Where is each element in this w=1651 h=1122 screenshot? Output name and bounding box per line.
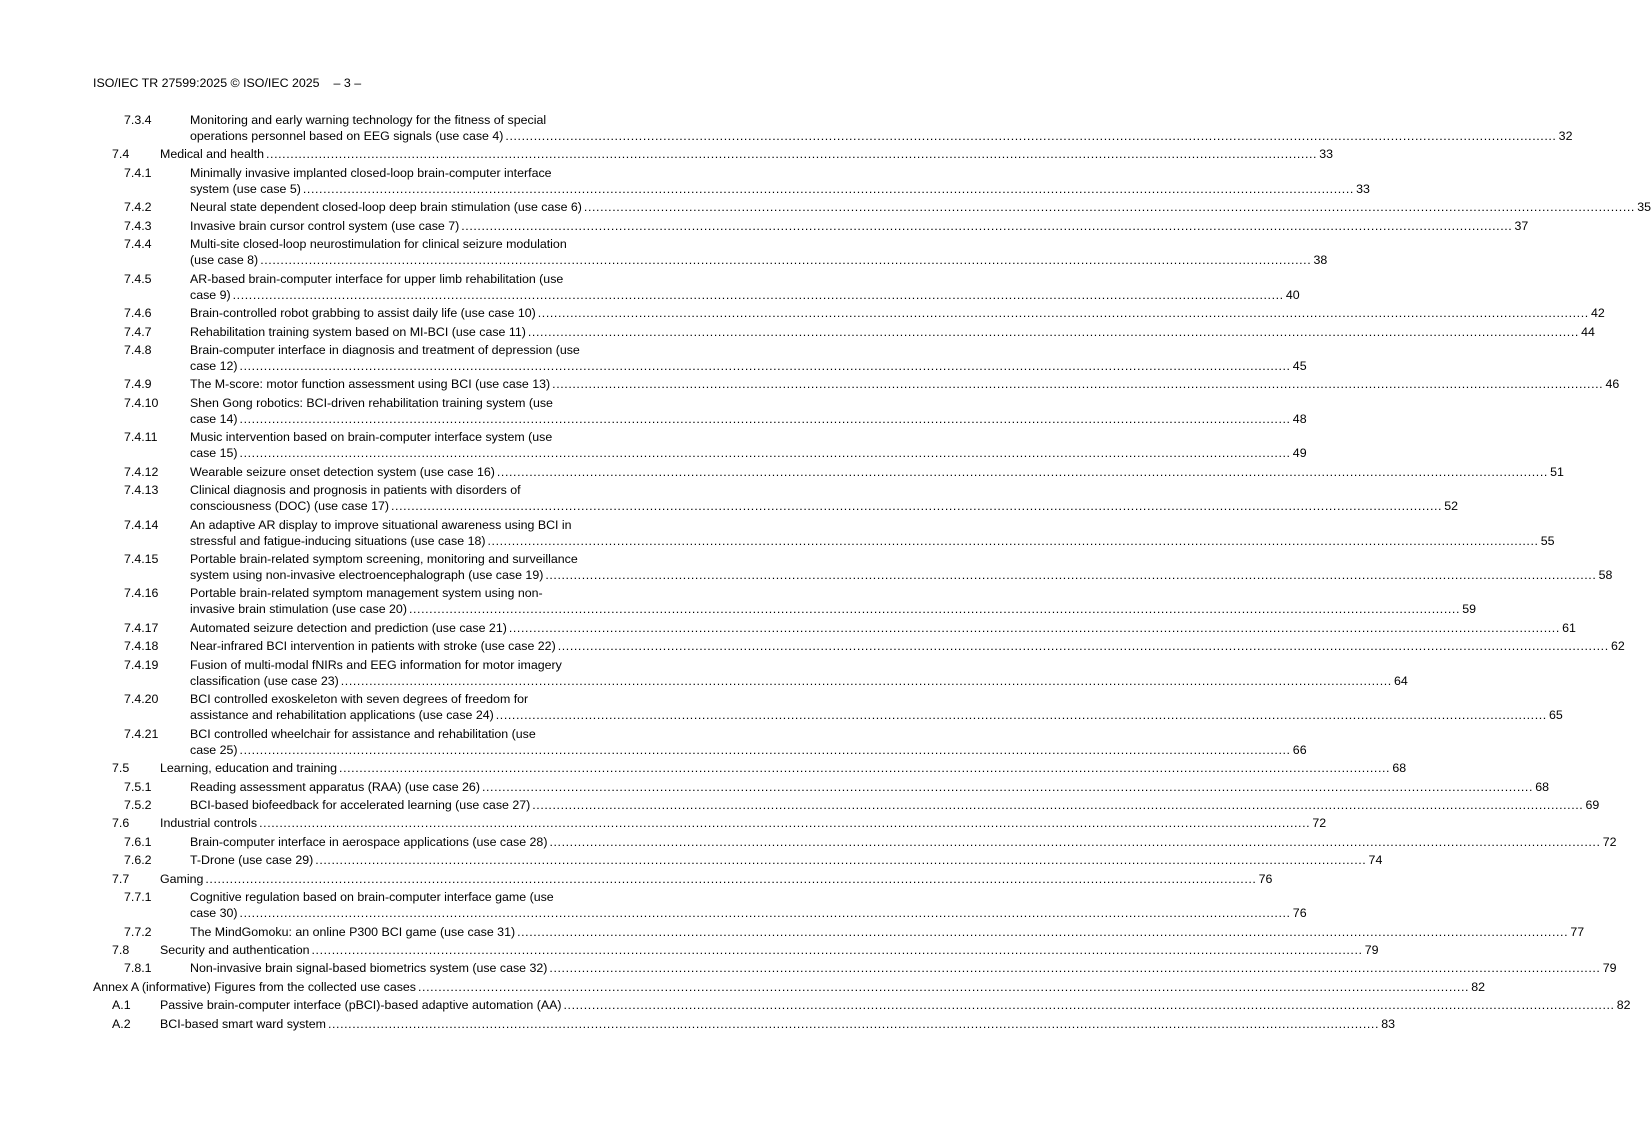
toc-entry[interactable] <box>0 960 1617 976</box>
toc-entry-body <box>190 889 1307 921</box>
toc-entry-title-line: Security and authentication <box>160 943 310 957</box>
toc-entry-title-line: Brain-computer interface in aerospace applications (use case 28) <box>190 834 548 849</box>
toc-entry[interactable] <box>0 236 1328 268</box>
toc-entry-page: 33 <box>1356 181 1370 196</box>
toc-entry-number: 7.4.2 <box>124 200 152 215</box>
toc-entry-body <box>190 960 1617 976</box>
dot-leader: .................................................................................................................................................................................................................................................................... <box>205 871 1257 886</box>
toc-entry[interactable] <box>0 997 1631 1013</box>
toc-entry-page: 74 <box>1368 853 1383 868</box>
dot-leader: .................................................................................................................................................................................................................................................................... <box>311 943 1363 957</box>
toc-entry-title-line: assistance and rehabilitation applications (use case 24) <box>190 708 494 723</box>
toc-entry-page: 32 <box>1558 129 1573 143</box>
toc-entry-number: 7.6.2 <box>124 853 152 868</box>
toc-entry[interactable] <box>0 779 1550 795</box>
toc-entry[interactable] <box>0 1016 1396 1032</box>
toc-entry-body <box>190 657 1408 689</box>
toc-entry-number: 7.4.8 <box>124 342 152 357</box>
dot-leader: .................................................................................................................................................................................................................................................................... <box>517 924 1569 939</box>
toc-entry-number: 7.4.13 <box>124 483 159 498</box>
toc-entry-page: 69 <box>1585 797 1600 812</box>
dot-leader: .................................................................................................................................................................................................................................................................... <box>583 200 1635 215</box>
dot-leader: .................................................................................................................................................................................................................................................................... <box>508 620 1560 635</box>
toc-entry-number: 7.4.19 <box>124 657 159 672</box>
toc-entry[interactable] <box>0 305 1605 321</box>
dot-leader: .................................................................................................................................................................................................................................................................... <box>549 961 1601 976</box>
toc-entry-title-line: Annex A (informative) Figures from the collected use cases <box>93 979 416 994</box>
toc-entry-body <box>190 551 1613 583</box>
dot-leader: .................................................................................................................................................................................................................................................................... <box>239 411 1291 426</box>
toc-entry-page: 68 <box>1535 779 1550 794</box>
dot-leader: .................................................................................................................................................................................................................................................................... <box>495 708 1547 723</box>
toc-entry-number: A.1 <box>112 998 131 1013</box>
toc-entry-number: 7.7.2 <box>124 924 152 939</box>
toc-entry-body <box>190 271 1300 303</box>
toc-entry-title-line: case 25) <box>190 742 238 757</box>
dot-leader: .................................................................................................................................................................................................................................................................... <box>260 253 1312 268</box>
toc-entry-title-line: BCI controlled wheelchair for assistance and rehabilitation (use <box>190 726 536 741</box>
dot-leader: .................................................................................................................................................................................................................................................................... <box>532 797 1584 812</box>
toc-entry[interactable] <box>0 924 1585 940</box>
toc-entry-title-line: Medical and health <box>160 147 265 162</box>
toc-entry-body <box>190 236 1328 268</box>
toc-entry[interactable] <box>0 395 1307 427</box>
toc-entry-title-line: Music intervention based on brain-computer interface system (use <box>190 430 553 445</box>
toc-entry-body <box>160 1016 1396 1032</box>
toc-entry-number: 7.4.15 <box>124 552 159 566</box>
toc-entry-page: 35 <box>1637 200 1651 215</box>
toc-entry-page: 76 <box>1258 871 1273 886</box>
toc-entry[interactable] <box>0 834 1617 850</box>
toc-entry-page: 79 <box>1602 961 1617 976</box>
toc-entry-title-line: invasive brain stimulation (use case 20) <box>190 602 407 617</box>
toc-entry-title-line: classification (use case 23) <box>190 673 339 688</box>
dot-leader: .................................................................................................................................................................................................................................................................... <box>391 499 1443 514</box>
toc-entry-page: 83 <box>1381 1016 1396 1031</box>
toc-entry-page: 45 <box>1292 358 1307 373</box>
dot-leader: .................................................................................................................................................................................................................................................................... <box>266 147 1318 162</box>
toc-entry[interactable] <box>0 112 1573 144</box>
toc-entry-page: 59 <box>1462 602 1477 617</box>
toc-entry-body <box>190 199 1651 215</box>
toc-entry-body <box>190 112 1573 144</box>
toc-entry[interactable] <box>0 691 1563 723</box>
toc-entry-page: 37 <box>1514 218 1529 233</box>
toc-entry[interactable] <box>0 726 1307 758</box>
dot-leader: .................................................................................................................................................................................................................................................................... <box>315 853 1367 868</box>
toc-entry-number: 7.6.1 <box>124 834 152 849</box>
toc-entry[interactable] <box>0 146 1334 162</box>
toc-entry-title-line: Passive brain-computer interface (pBCI)-based adaptive automation (AA) <box>160 998 562 1013</box>
toc-entry[interactable] <box>0 585 1477 617</box>
toc-entry-body <box>190 429 1307 461</box>
toc-entry-page: 76 <box>1292 906 1307 921</box>
toc-entry-number: 7.4.18 <box>124 639 159 654</box>
dot-leader: .................................................................................................................................................................................................................................................................... <box>340 673 1392 688</box>
toc-entry-title-line: (use case 8) <box>190 253 259 268</box>
toc-entry-body <box>190 165 1370 197</box>
toc-entry-page: 51 <box>1550 464 1564 479</box>
toc-entry[interactable] <box>0 464 1564 480</box>
toc-entry-title-line: Clinical diagnosis and prognosis in patients with disorders of <box>190 483 521 498</box>
document-title: ISO/IEC TR 27599:2025 © ISO/IEC 2025 <box>93 76 320 90</box>
toc-entry-title-line: case 14) <box>190 411 238 426</box>
toc-entry-body <box>190 517 1555 549</box>
toc-entry[interactable] <box>0 760 1407 776</box>
toc-entry-page: 66 <box>1292 742 1307 757</box>
toc-entry-title-line: Near-infrared BCI intervention in patients with stroke (use case 22) <box>190 639 556 654</box>
toc-entry-number: 7.4.1 <box>124 165 152 180</box>
toc-entry[interactable] <box>0 218 1529 234</box>
dot-leader: .................................................................................................................................................................................................................................................................... <box>232 287 1284 302</box>
toc-entry-body <box>190 691 1563 723</box>
dot-leader: .................................................................................................................................................................................................................................................................... <box>545 568 1597 582</box>
toc-entry-page: 48 <box>1292 411 1307 426</box>
toc-entry-body <box>190 305 1605 321</box>
toc-entry[interactable] <box>0 517 1555 549</box>
toc-entry[interactable] <box>0 871 1273 887</box>
toc-entry[interactable] <box>0 638 1625 654</box>
toc-entry[interactable] <box>0 165 1370 197</box>
dot-leader: .................................................................................................................................................................................................................................................................... <box>549 834 1601 849</box>
dot-leader: .................................................................................................................................................................................................................................................................... <box>239 446 1291 461</box>
toc-entry-title-line: Brain-computer interface in diagnosis and treatment of depression (use <box>190 342 580 357</box>
toc-entry-page: 40 <box>1285 287 1300 302</box>
toc-entry-page: 62 <box>1610 639 1625 654</box>
toc-entry-title-line: Brain-controlled robot grabbing to assist daily life (use case 10) <box>190 306 536 321</box>
dot-leader: .................................................................................................................................................................................................................................................................... <box>496 464 1548 479</box>
dot-leader: .................................................................................................................................................................................................................................................................... <box>339 761 1391 776</box>
toc-entry-body <box>190 924 1585 940</box>
toc-entry-title-line: case 9) <box>190 287 231 302</box>
toc-entry-title-line: Monitoring and early warning technology for the fitness of special <box>190 113 547 127</box>
toc-entry-number: 7.4.5 <box>124 271 152 286</box>
toc-entry-number: 7.4.11 <box>124 430 158 445</box>
toc-entry[interactable] <box>0 797 1600 813</box>
toc-entry-number: 7.7 <box>112 871 130 886</box>
toc-entry-number: 7.4.6 <box>124 306 152 321</box>
toc-entry-body <box>190 342 1307 374</box>
toc-entry-body <box>93 979 1486 995</box>
toc-entry-number: 7.6 <box>112 816 130 831</box>
toc-entry[interactable] <box>0 271 1300 303</box>
toc-entry-body <box>190 585 1477 617</box>
toc-entry-body <box>190 482 1459 514</box>
toc-entry-body <box>160 760 1407 776</box>
dot-leader: .................................................................................................................................................................................................................................................................... <box>327 1016 1380 1031</box>
toc-entry-title-line: The MindGomoku: an online P300 BCI game (use case 31) <box>190 924 516 939</box>
toc-entry-title-line: stressful and fatigue-inducing situations (use case 18) <box>190 533 486 548</box>
toc-entry-body <box>160 997 1631 1013</box>
toc-entry-body <box>190 620 1576 636</box>
toc-entry-title-line: Invasive brain cursor control system (use case 7) <box>190 218 460 233</box>
toc-entry-number: 7.5 <box>112 761 130 776</box>
toc-entry-title-line: case 12) <box>190 358 238 373</box>
toc-entry-title-line: Neural state dependent closed-loop deep brain stimulation (use case 6) <box>190 200 582 215</box>
toc-entry-body <box>190 464 1564 480</box>
table-of-contents <box>0 112 1651 1034</box>
toc-entry-number: 7.3.4 <box>124 113 152 127</box>
toc-entry-title-line: Automated seizure detection and prediction (use case 21) <box>190 620 507 635</box>
dot-leader: .................................................................................................................................................................................................................................................................... <box>537 306 1589 321</box>
dot-leader: .................................................................................................................................................................................................................................................................... <box>552 377 1604 392</box>
toc-entry[interactable] <box>0 979 1486 995</box>
toc-entry-number: 7.4.9 <box>124 377 152 392</box>
toc-entry-number: 7.5.2 <box>124 797 152 812</box>
toc-entry-body <box>190 779 1550 795</box>
toc-entry-page: 64 <box>1394 673 1408 688</box>
dot-leader: .................................................................................................................................................................................................................................................................... <box>302 181 1354 196</box>
toc-entry-title-line: BCI-based biofeedback for accelerated learning (use case 27) <box>190 797 531 812</box>
toc-entry-body <box>160 942 1379 958</box>
toc-entry-title-line: system using non-invasive electroencephalograph (use case 19) <box>190 568 544 582</box>
toc-entry-body <box>190 852 1383 868</box>
toc-entry-body <box>190 797 1600 813</box>
toc-entry-number: 7.4.14 <box>124 517 159 532</box>
toc-entry-title-line: Reading assessment apparatus (RAA) (use case 26) <box>190 779 480 794</box>
toc-entry-body <box>190 395 1307 427</box>
toc-entry-number: 7.4.17 <box>124 620 159 635</box>
toc-entry-body <box>160 815 1327 831</box>
toc-entry-title-line: T-Drone (use case 29) <box>190 853 314 868</box>
toc-entry-number: 7.4 <box>112 147 130 162</box>
toc-entry-body <box>190 726 1307 758</box>
toc-entry-page: 68 <box>1392 761 1407 776</box>
toc-entry-number: 7.4.21 <box>124 726 159 741</box>
toc-entry-title-line: Gaming <box>160 871 204 886</box>
toc-entry-title-line: Rehabilitation training system based on MI-BCI (use case 11) <box>190 324 526 339</box>
toc-entry-page: 52 <box>1444 499 1459 514</box>
toc-entry-page: 58 <box>1598 568 1613 582</box>
toc-entry-page: 65 <box>1549 708 1563 723</box>
toc-entry-title-line: Multi-site closed-loop neurostimulation for clinical seizure modulation <box>190 237 567 252</box>
toc-entry[interactable] <box>0 199 1651 215</box>
toc-entry-title-line: case 15) <box>190 446 238 461</box>
dot-leader: .................................................................................................................................................................................................................................................................... <box>481 779 1534 794</box>
toc-entry-page: 38 <box>1313 253 1328 268</box>
toc-entry-title-line: Minimally invasive implanted closed-loop brain-computer interface <box>190 165 552 180</box>
toc-entry-page: 44 <box>1581 324 1595 339</box>
toc-entry-page: 77 <box>1570 924 1585 939</box>
toc-entry-title-line: Non-invasive brain signal-based biometrics system (use case 32) <box>190 961 548 976</box>
toc-entry-body <box>160 146 1334 162</box>
dot-leader: .................................................................................................................................................................................................................................................................... <box>408 602 1461 617</box>
toc-entry-title-line: operations personnel based on EEG signals (use case 4) <box>190 129 504 143</box>
dot-leader: .................................................................................................................................................................................................................................................................... <box>259 816 1311 831</box>
dot-leader: .................................................................................................................................................................................................................................................................... <box>239 358 1291 373</box>
toc-entry-number: A.2 <box>112 1016 131 1031</box>
toc-entry-body <box>160 871 1273 887</box>
toc-entry-number: 7.8.1 <box>124 961 152 976</box>
toc-entry[interactable] <box>0 342 1307 374</box>
toc-entry-page: 33 <box>1319 147 1334 162</box>
toc-entry-body <box>190 218 1529 234</box>
dot-leader: .................................................................................................................................................................................................................................................................... <box>487 533 1539 548</box>
toc-entry-page: 82 <box>1471 979 1486 994</box>
toc-entry[interactable] <box>0 429 1307 461</box>
toc-entry[interactable] <box>0 482 1459 514</box>
toc-entry-title-line: An adaptive AR display to improve situational awareness using BCI in <box>190 517 572 532</box>
toc-entry-title-line: AR-based brain-computer interface for upper limb rehabilitation (use <box>190 271 564 286</box>
toc-entry-title-line: case 30) <box>190 906 238 921</box>
toc-entry-page: 82 <box>1616 998 1631 1013</box>
toc-entry[interactable] <box>0 815 1327 831</box>
toc-entry[interactable] <box>0 324 1595 340</box>
dot-leader: .................................................................................................................................................................................................................................................................... <box>557 639 1609 654</box>
dot-leader: .................................................................................................................................................................................................................................................................... <box>239 906 1291 921</box>
toc-entry-page: 42 <box>1591 306 1605 321</box>
toc-entry-number: 7.4.20 <box>124 692 159 707</box>
toc-entry-title-line: Shen Gong robotics: BCI-driven rehabilitation training system (use <box>190 395 553 410</box>
toc-entry-title-line: Portable brain-related symptom management system using non- <box>190 586 543 601</box>
toc-entry-title-line: consciousness (DOC) (use case 17) <box>190 499 390 514</box>
toc-entry-body <box>190 834 1617 850</box>
toc-entry-number: 7.4.16 <box>124 586 159 601</box>
toc-entry-title-line: BCI-based smart ward system <box>160 1016 326 1031</box>
dot-leader: .................................................................................................................................................................................................................................................................... <box>418 979 1470 994</box>
toc-entry-title-line: BCI controlled exoskeleton with seven degrees of freedom for <box>190 692 529 707</box>
dot-leader: .................................................................................................................................................................................................................................................................... <box>505 129 1557 143</box>
toc-entry-title-line: Cognitive regulation based on brain-computer interface game (use <box>190 890 554 905</box>
toc-entry[interactable] <box>0 942 1379 958</box>
toc-entry-number: 7.4.12 <box>124 464 159 479</box>
toc-entry[interactable] <box>0 889 1307 921</box>
toc-entry[interactable] <box>0 376 1620 392</box>
dot-leader: .................................................................................................................................................................................................................................................................... <box>527 324 1579 339</box>
toc-entry-title-line: Industrial controls <box>160 816 258 831</box>
toc-entry-number: 7.4.4 <box>124 237 152 252</box>
toc-entry[interactable] <box>0 852 1383 868</box>
toc-entry-page: 55 <box>1540 533 1555 548</box>
toc-entry-number: 7.4.7 <box>124 324 152 339</box>
toc-entry-number: 7.5.1 <box>124 779 152 794</box>
dot-leader: .................................................................................................................................................................................................................................................................... <box>239 742 1291 757</box>
toc-entry-body <box>190 324 1595 340</box>
toc-entry-title-line: Portable brain-related symptom screening, monitoring and surveillance <box>190 552 578 566</box>
toc-entry-page: 61 <box>1562 620 1576 635</box>
toc-entry-page: 79 <box>1364 943 1379 957</box>
toc-entry-page: 72 <box>1312 816 1327 831</box>
toc-entry-number: 7.7.1 <box>124 890 152 905</box>
toc-entry[interactable] <box>0 551 1613 583</box>
dot-leader: .................................................................................................................................................................................................................................................................... <box>563 998 1615 1013</box>
toc-entry-page: 46 <box>1605 377 1620 392</box>
page-header <box>93 76 361 90</box>
toc-entry-title-line: The M-score: motor function assessment using BCI (use case 13) <box>190 377 551 392</box>
toc-entry-number: 7.4.3 <box>124 218 152 233</box>
page-number: – 3 – <box>333 76 362 90</box>
toc-entry-title-line: Learning, education and training <box>160 761 338 776</box>
toc-entry-page: 49 <box>1292 446 1307 461</box>
toc-entry-body <box>190 376 1620 392</box>
toc-entry-number: 7.8 <box>112 943 130 957</box>
toc-entry-page: 72 <box>1602 834 1617 849</box>
toc-entry-body <box>190 638 1625 654</box>
dot-leader: .................................................................................................................................................................................................................................................................... <box>461 218 1513 233</box>
toc-entry-number: 7.4.10 <box>124 395 159 410</box>
toc-entry-title-line: Fusion of multi-modal fNIRs and EEG information for motor imagery <box>190 657 562 672</box>
toc-entry-title-line: Wearable seizure onset detection system (use case 16) <box>190 464 495 479</box>
toc-entry[interactable] <box>0 620 1576 636</box>
toc-entry[interactable] <box>0 657 1408 689</box>
toc-entry-title-line: system (use case 5) <box>190 181 301 196</box>
